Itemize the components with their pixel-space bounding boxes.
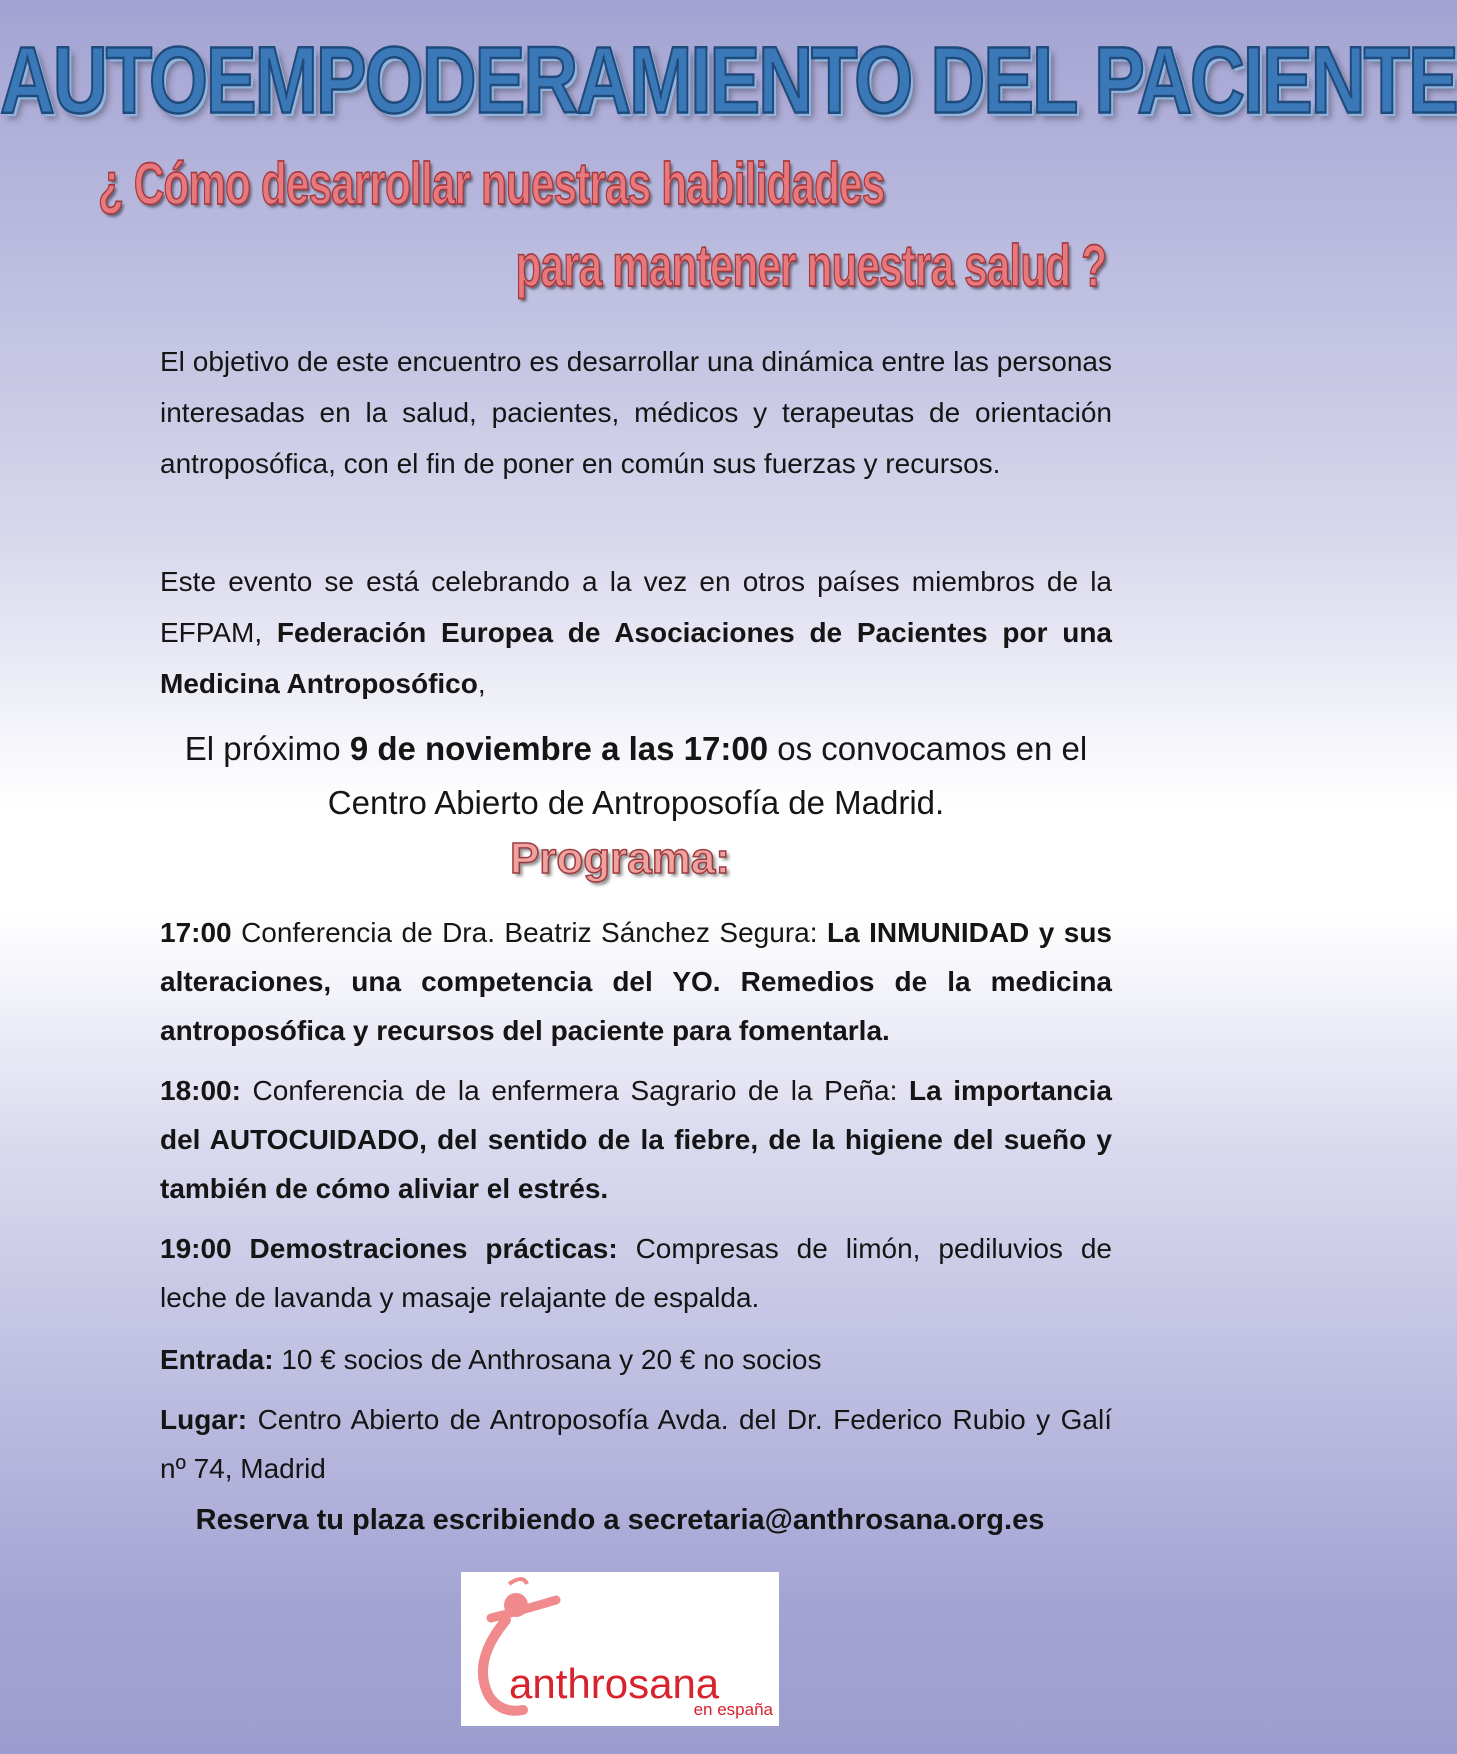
page-title: AUTOEMPODERAMIENTO DEL PACIENTE (0, 27, 1457, 134)
program-item (160, 1066, 1112, 1213)
convocation-date: 9 de noviembre a las 17:00 (349, 730, 769, 767)
lugar-text: Centro Abierto de Antroposofía Avda. del Dr. Federico Rubio y Galí nº 74, Madrid (160, 1404, 1112, 1484)
program-topic: La INMUNIDAD y sus alteraciones, una competencia del YO. Remedios de la medicina antroposófica y recursos del paciente para fomentarla. (160, 917, 1112, 1046)
logo-word: anthrosana (509, 1660, 720, 1707)
program-time: 18:00: (160, 1075, 241, 1106)
program-item (160, 908, 1112, 1055)
reservation-note: Reserva tu plaza escribiendo a secretaria@anthrosana.org.es (195, 1504, 1045, 1536)
anthrosana-logo (461, 1572, 779, 1726)
entrada-label: Entrada: (160, 1344, 274, 1375)
convocation-lead: El próximo (184, 730, 350, 767)
convocation-tail: os convocamos en el (768, 730, 1088, 767)
convocation (140, 722, 1132, 830)
lugar-label: Lugar: (160, 1404, 248, 1435)
event-paragraph (160, 556, 1112, 709)
intro-paragraph: El objetivo de este encuentro es desarrollar una dinámica entre las personas interesadas en la salud, pacientes, médicos y terapeutas de orientación antroposófica, con el fin de poner en común sus fuerzas y recursos. (160, 346, 1112, 479)
program-time: 17:00 (160, 917, 232, 948)
federation-name: Federación Europea de Asociaciones de Pacientes por una Medicina Antroposófico (160, 617, 1112, 699)
convocation-venue: Centro Abierto de Antroposofía de Madrid. (327, 784, 945, 821)
program-time: 19:00 Demostraciones prácticas: (160, 1233, 618, 1264)
program-text: Compresas de limón, pediluvios de leche de lavanda y masaje relajante de espalda. (160, 1233, 1112, 1313)
subtitle-line-2: para mantener nuestra salud ? (515, 233, 1106, 300)
event-lead: Este evento se está celebrando a la vez en otros países miembros de la EFPAM, (160, 566, 1112, 648)
programa-heading: Programa: (509, 834, 731, 883)
lugar-line (160, 1395, 1112, 1493)
event-tail: , (477, 668, 486, 699)
subtitle-line-1: ¿ Cómo desarrollar nuestras habilidades (98, 151, 885, 218)
program-topic: La importancia del AUTOCUIDADO, del sentido de la fiebre, de la higiene del sueño y también de cómo aliviar el estrés. (160, 1075, 1112, 1204)
logo-subtitle: en españa (693, 1700, 773, 1719)
entrada-line (160, 1335, 1112, 1384)
program-item (160, 1224, 1112, 1322)
entrada-text: 10 € socios de Anthrosana y 20 € no socios (273, 1344, 822, 1375)
program-text: Conferencia de Dra. Beatriz Sánchez Segura: (231, 917, 827, 948)
program-text: Conferencia de la enfermera Sagrario de la Peña: (240, 1075, 909, 1106)
